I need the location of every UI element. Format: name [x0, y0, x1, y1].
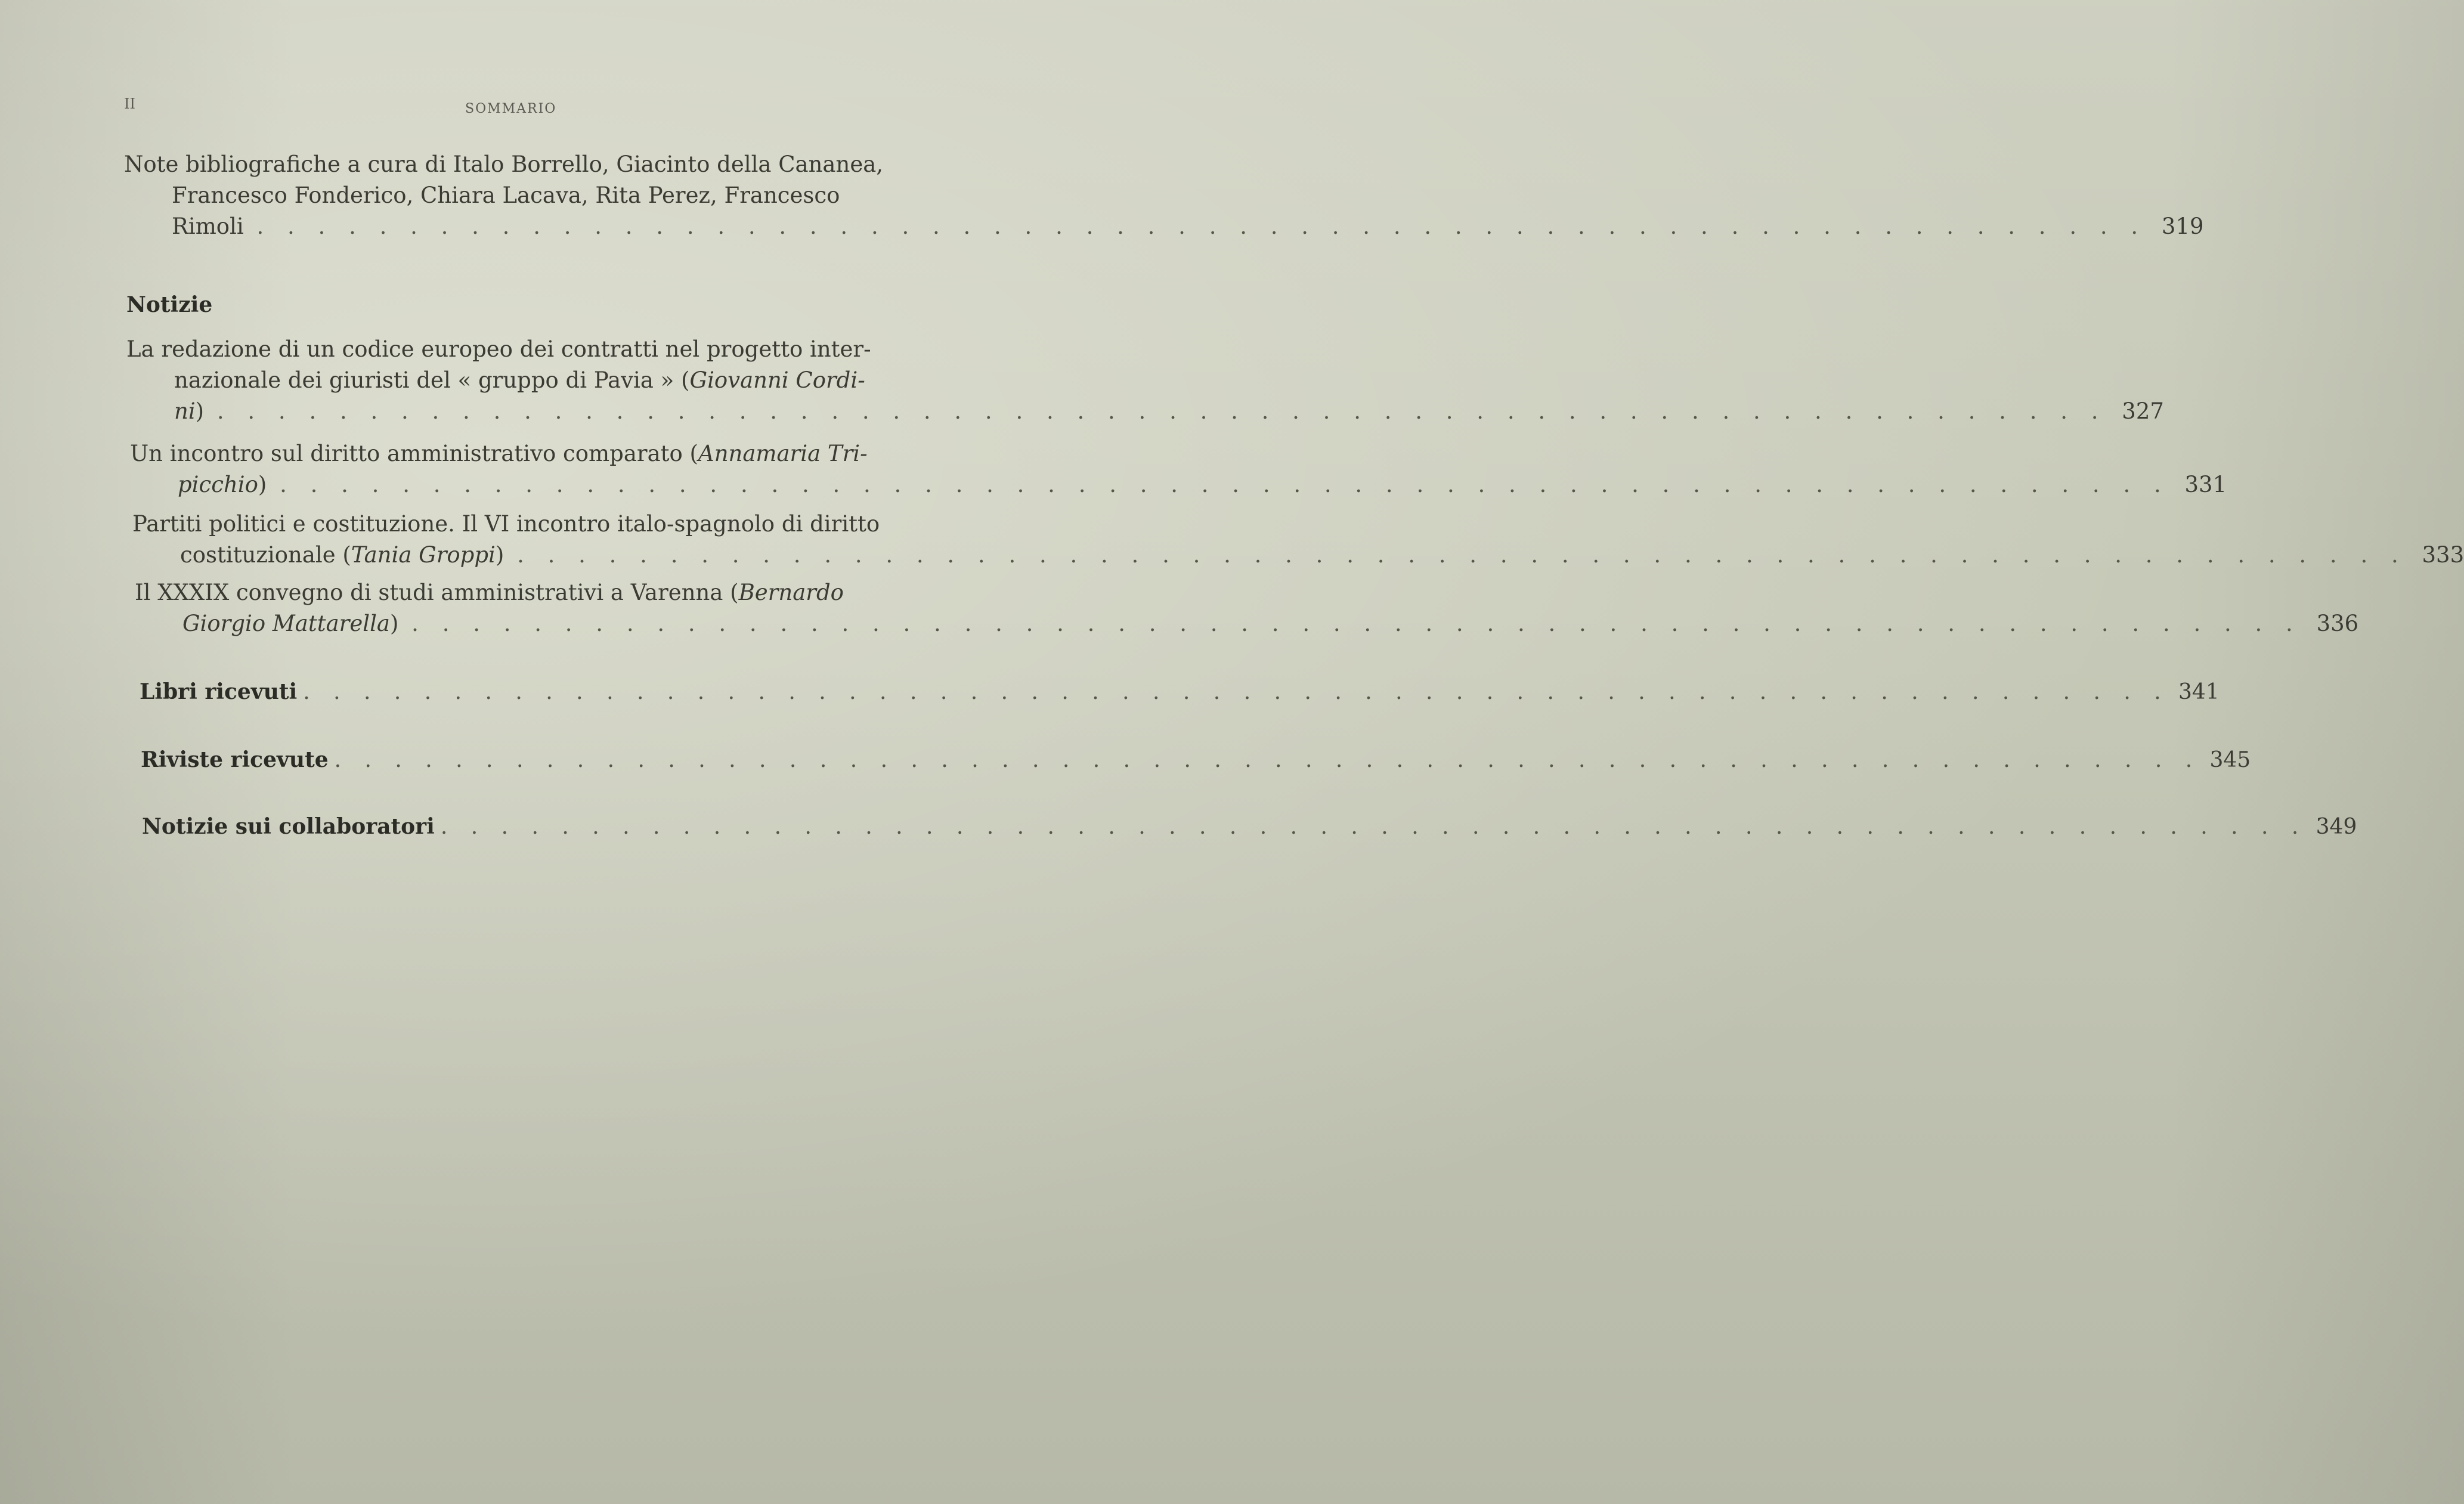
entry-text: nazionale dei giuristi del « gruppo di Pavia » (	[174, 367, 690, 393]
entry-text: Un incontro sul diritto amministrativo comparato (	[130, 441, 698, 466]
entry-line	[135, 577, 886, 608]
leader-dots: . . . . . . . . . . . . . . . . . . . . . . . . . . . . . . . . . . . . . . . . . . . . . . . . . . . . . . . . . . . . . .	[517, 542, 2407, 568]
entry-line: La redazione di un codice europeo dei contratti nel progetto inter-	[126, 336, 871, 362]
entry-last-line	[124, 211, 2204, 242]
entry-text: costituzionale (	[180, 542, 351, 568]
entry-last-line	[140, 676, 2220, 708]
entry-label: Notizie sui collaboratori	[142, 814, 435, 839]
entry-author: Giorgio Mattarella	[182, 611, 390, 636]
entry-line	[130, 438, 881, 469]
entry-last-line	[142, 811, 2357, 843]
entry-author: Tania Groppi	[351, 542, 496, 568]
entry-text: )	[195, 398, 205, 424]
page-ref: 349	[2316, 815, 2357, 839]
entry-author: Giovanni Cordi-	[689, 367, 865, 393]
page-ref: 341	[2178, 680, 2220, 704]
toc-entry-libri-ricevuti[interactable]	[140, 676, 2220, 708]
entry-last-line	[132, 540, 2464, 571]
page-ref: 336	[2316, 611, 2359, 636]
toc-entry-partiti-politici[interactable]	[132, 509, 2464, 571]
toc-entry-convegno-varenna[interactable]	[135, 577, 2359, 639]
page-ref: 327	[2122, 398, 2164, 424]
entry-author: ni	[174, 398, 196, 424]
entry-label: Riviste ricevute	[141, 747, 329, 772]
entry-text: )	[495, 542, 504, 568]
leader-dots: . . . . . . . . . . . . . . . . . . . . . . . . . . . . . . . . . . . . . . . . . . . . . . . . . . . . . . . . . . . . . .	[216, 398, 2107, 424]
running-title: SOMMARIO	[465, 101, 557, 116]
entry-text: )	[389, 611, 399, 636]
page-ref: 345	[2209, 748, 2251, 772]
leader-dots: . . . . . . . . . . . . . . . . . . . . . . . . . . . . . . . . . . . . . . . . . . . . . . . . . . . . . . . . . . . . . .	[303, 680, 2169, 704]
entry-line: Note bibliografiche a cura di Italo Borrello, Giacinto della Cananea,	[124, 151, 884, 177]
toc-entry-riviste-ricevute[interactable]	[141, 744, 2251, 776]
leader-dots: . . . . . . . . . . . . . . . . . . . . . . . . . . . . . . . . . . . . . . . . . . . . . . . . . . . . . . . . . . . . . .	[334, 748, 2201, 772]
leader-dots: . . . . . . . . . . . . . . . . . . . . . . . . . . . . . . . . . . . . . . . . . . . . . . . . . . . . . . . . . . . . . .	[280, 472, 2169, 497]
leader-dots: . . . . . . . . . . . . . . . . . . . . . . . . . . . . . . . . . . . . . . . . . . . . . . . . . . . . . . . . . . . . . .	[440, 815, 2307, 839]
toc-entry-diritto-amministrativo[interactable]	[130, 438, 2227, 500]
entry-author: Bernardo	[738, 580, 844, 605]
entry-last-line	[130, 469, 2227, 500]
entry-text: )	[258, 472, 267, 497]
entry-last-line	[135, 608, 2359, 639]
entry-last-line	[141, 744, 2251, 776]
toc-entry-notizie-collaboratori[interactable]	[142, 811, 2357, 843]
leader-dots: . . . . . . . . . . . . . . . . . . . . . . . . . . . . . . . . . . . . . . . . . . . . . . . . . . . . . . . . . . . . . .	[411, 611, 2301, 636]
entry-line: Partiti politici e costituzione. Il VI incontro italo-spagnolo di diritto	[132, 511, 880, 537]
page-number: II	[124, 95, 135, 112]
page-ref: 331	[2184, 472, 2227, 497]
entry-author: picchio	[178, 472, 258, 497]
page-ref: 319	[2161, 213, 2204, 239]
leader-dots: . . . . . . . . . . . . . . . . . . . . . . . . . . . . . . . . . . . . . . . . . . . . . . . . . . . . . . . . . . . . . .	[256, 213, 2147, 239]
entry-author: Annamaria Tri-	[698, 441, 868, 466]
toc-entry-note-bibliografiche[interactable]	[124, 149, 2204, 242]
toc-entry-codice-europeo[interactable]	[126, 334, 2164, 427]
page-ref: 333	[2422, 542, 2464, 568]
entry-text: Il XXXIX convegno di studi amministrativi a Varenna (	[135, 580, 739, 605]
entry-last-line	[126, 396, 2164, 427]
section-heading-notizie: Notizie	[126, 292, 213, 317]
entry-line: Francesco Fonderico, Chiara Lacava, Rita Perez, Francesco	[172, 182, 840, 208]
entry-text: Rimoli	[172, 213, 244, 239]
entry-line	[126, 365, 878, 396]
entry-label: Libri ricevuti	[140, 679, 298, 704]
